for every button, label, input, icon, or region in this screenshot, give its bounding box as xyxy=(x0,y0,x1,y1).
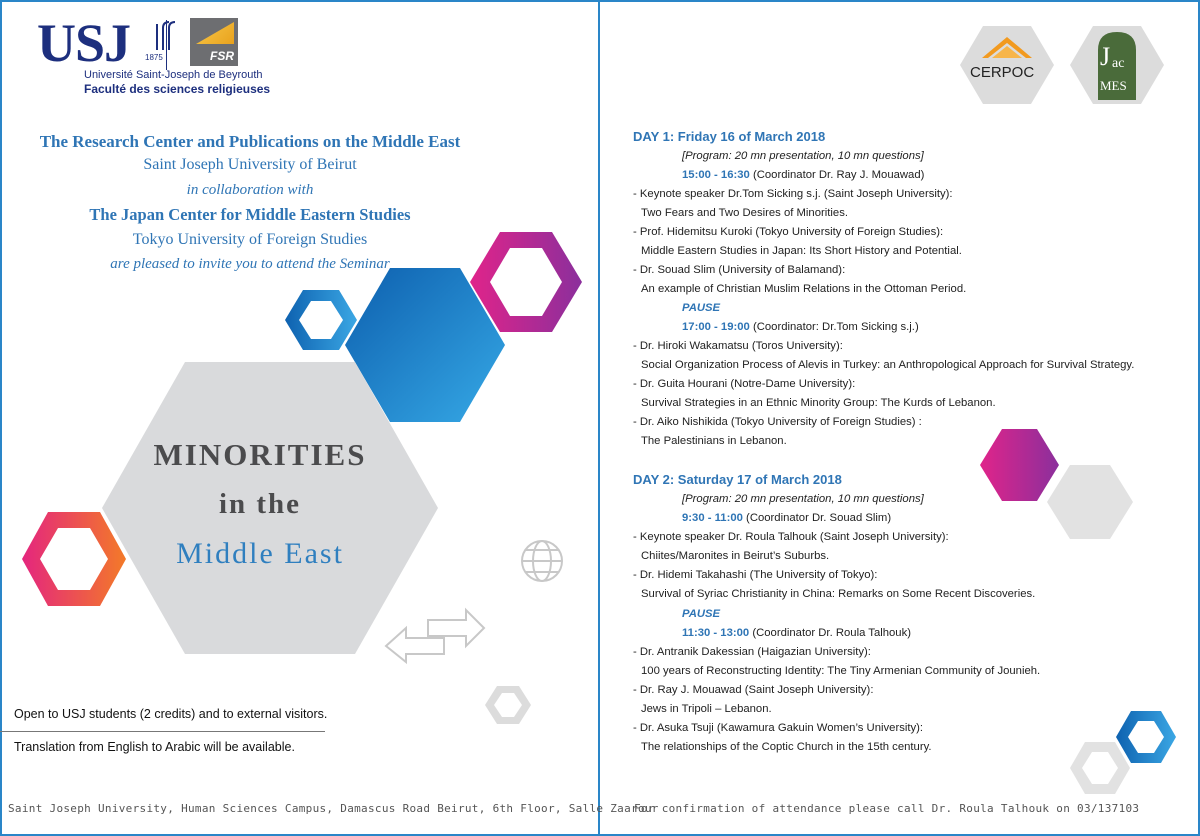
title-line-2: in the xyxy=(218,488,302,520)
day2-talk5-speaker: - Dr. Asuka Tsuji (Kawamura Gakuin Women’s University): xyxy=(633,722,924,734)
gray-hexagon-right xyxy=(1047,465,1133,539)
intro-line-2: Saint Joseph University of Beirut xyxy=(143,156,357,173)
day2-talk2-title: Survival of Syriac Christianity in China: Remarks on Some Recent Discoveries. xyxy=(641,588,1036,600)
day2-session1 xyxy=(682,509,891,528)
intro-line-4: The Japan Center for Middle Eastern Studies xyxy=(89,205,411,224)
day1-pause: PAUSE xyxy=(682,302,721,314)
intro-line-6: are pleased to invite you to attend the Seminar xyxy=(110,256,390,272)
day1-talk6-speaker: - Dr. Aiko Nishikida (Tokyo University of Foreign Studies) : xyxy=(633,416,922,428)
day1-session1 xyxy=(682,166,924,185)
day1-session1-coordinator: (Coordinator Dr. Ray J. Mouawad) xyxy=(749,169,925,181)
contact-footer: For confirmation of attendance please call Dr. Roula Talhouk on 03/137103 xyxy=(634,802,1140,815)
gray-outline-hexagon xyxy=(1070,742,1130,794)
note-divider xyxy=(0,731,325,732)
day1-session2-coordinator: (Coordinator: Dr.Tom Sicking s.j.) xyxy=(749,321,919,333)
day2-talk2-speaker: - Dr. Hidemi Takahashi (The University of Tokyo): xyxy=(633,569,878,581)
jacmes-mes: MES xyxy=(1100,78,1127,93)
day1-talk4-title: Social Organization Process of Alevis in Turkey: an Anthropological Approach for Survival Strategy. xyxy=(641,359,1135,371)
open-note: Open to USJ students (2 credits) and to external visitors. xyxy=(14,707,328,721)
day2-program-note: [Program: 20 mn presentation, 10 mn questions] xyxy=(682,493,924,505)
day2-pause: PAUSE xyxy=(682,608,721,620)
day2-talk3-speaker: - Dr. Antranik Dakessian (Haigazian University): xyxy=(633,646,871,658)
magenta-hexagon-right xyxy=(980,429,1059,501)
usj-logo: USJ xyxy=(37,13,131,73)
day1-talk5-title: Survival Strategies in an Ethnic Minority Group: The Kurds of Lebanon. xyxy=(641,397,996,409)
day2-talk1-title: Chiites/Maronites in Beirut’s Suburbs. xyxy=(641,550,830,562)
day1-talk1-speaker: - Keynote speaker Dr.Tom Sicking s.j. (Saint Joseph University): xyxy=(633,188,953,200)
day1-talk3-title: An example of Christian Muslim Relations in the Ottoman Period. xyxy=(641,283,967,295)
faculty-name: Faculté des sciences religieuses xyxy=(84,82,271,96)
jacmes-logo xyxy=(1098,40,1134,100)
day1-heading: DAY 1: Friday 16 of March 2018 xyxy=(633,129,826,144)
jacmes-j: J xyxy=(1100,42,1111,71)
usj-tree-icon xyxy=(147,20,187,52)
fsr-badge-text: FSR xyxy=(210,49,234,63)
day2-session2 xyxy=(682,624,911,643)
exchange-arrows-icon xyxy=(386,610,484,662)
intro-line-3: in collaboration with xyxy=(186,182,314,198)
day1-talk6-title: The Palestinians in Lebanon. xyxy=(641,435,787,447)
day2-session2-time: 11:30 - 13:00 xyxy=(682,627,750,639)
day1-talk1-title: Two Fears and Two Desires of Minorities. xyxy=(641,207,848,219)
day1-talk2-title: Middle Eastern Studies in Japan: Its Short History and Potential. xyxy=(641,245,962,257)
cerpoc-label: CERPOC xyxy=(970,64,1035,81)
title-line-1: MINORITIES xyxy=(153,437,367,472)
blue-outline-hexagon xyxy=(1116,711,1176,763)
day1-session2 xyxy=(682,318,919,337)
small-blue-hexagon xyxy=(285,290,357,350)
day1-talk3-speaker: - Dr. Souad Slim (University of Balamand): xyxy=(633,264,846,276)
jacmes-ac: ac xyxy=(1112,56,1125,71)
day2-talk4-speaker: - Dr. Ray J. Mouawad (Saint Joseph University): xyxy=(633,684,874,696)
day1-talk2-speaker: - Prof. Hidemitsu Kuroki (Tokyo University of Foreign Studies): xyxy=(633,226,944,238)
gray-small-hexagon xyxy=(485,686,531,724)
globe-icon xyxy=(522,541,562,581)
title-line-3: Middle East xyxy=(176,537,344,570)
day2-session1-coordinator: (Coordinator Dr. Souad Slim) xyxy=(742,512,892,524)
day2-talk3-title: 100 years of Reconstructing Identity: The Tiny Armenian Community of Jounieh. xyxy=(641,665,1041,677)
day1-program-note: [Program: 20 mn presentation, 10 mn questions] xyxy=(682,150,924,162)
university-name: Université Saint-Joseph de Beyrouth xyxy=(84,69,263,81)
venue-footer: Saint Joseph University, Human Sciences Campus, Damascus Road Beirut, 6th Floor, Salle Zaarour xyxy=(8,802,659,815)
day2-session1-time: 9:30 - 11:00 xyxy=(682,512,743,524)
day2-session2-coordinator: (Coordinator Dr. Roula Talhouk) xyxy=(749,627,911,639)
day1-session1-time: 15:00 - 16:30 xyxy=(682,169,750,181)
day2-talk5-title: The relationships of the Coptic Church in the 15th century. xyxy=(641,741,932,753)
intro-line-5: Tokyo University of Foreign Studies xyxy=(132,231,368,248)
day1-talk5-speaker: - Dr. Guita Hourani (Notre-Dame University): xyxy=(633,378,856,390)
day2-talk1-speaker: - Keynote speaker Dr. Roula Talhouk (Saint Joseph University): xyxy=(633,531,949,543)
day2-talk4-title: Jews in Tripoli – Lebanon. xyxy=(641,703,772,715)
day1-session2-time: 17:00 - 19:00 xyxy=(682,321,750,333)
translation-note: Translation from English to Arabic will be available. xyxy=(14,740,295,754)
fsr-badge xyxy=(190,18,238,66)
day2-heading: DAY 2: Saturday 17 of March 2018 xyxy=(633,472,842,487)
intro-line-1: The Research Center and Publications on the Middle East xyxy=(39,132,461,151)
usj-year: 1875 xyxy=(145,53,163,62)
day1-talk4-speaker: - Dr. Hiroki Wakamatsu (Toros University): xyxy=(633,340,843,352)
